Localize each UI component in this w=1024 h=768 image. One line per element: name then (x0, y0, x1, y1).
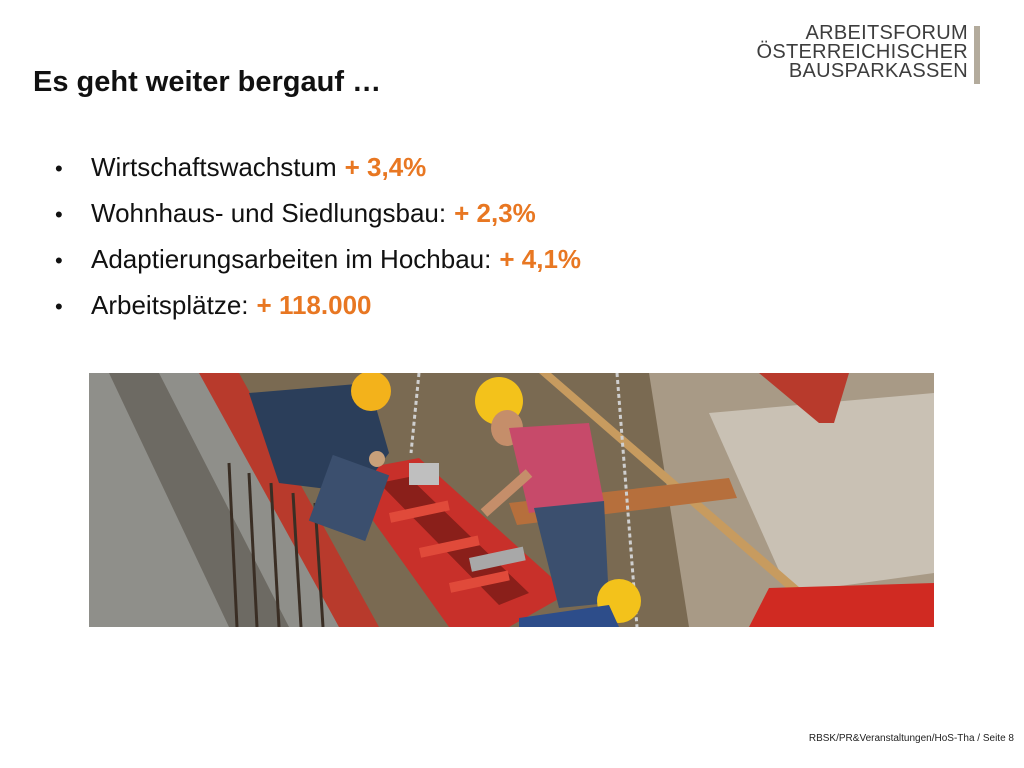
logo-line-2: ÖSTERREICHISCHER (756, 41, 968, 63)
slide-title: Es geht weiter bergauf … (33, 66, 382, 98)
logo-line-1: ARBEITSFORUM (805, 22, 968, 44)
bullet-label: Wohnhaus- und Siedlungsbau: (91, 198, 447, 228)
logo-bar (974, 26, 980, 84)
bullet-icon: • (55, 294, 63, 319)
bullet-value: + 2,3% (454, 198, 536, 228)
company-logo (728, 24, 980, 86)
bullet-list (55, 152, 581, 336)
bullet-value: + 118.000 (256, 290, 372, 320)
bullet-item (55, 152, 581, 198)
bullet-item (55, 244, 581, 290)
construction-photo (89, 373, 934, 627)
footer-page-info: RBSK/PR&Veranstaltungen/HoS-Tha / Seite 8 (808, 733, 1014, 744)
bullet-item (55, 290, 581, 336)
bullet-value: + 4,1% (499, 244, 582, 274)
bullet-icon: • (55, 248, 63, 273)
logo-line-3: BAUSPARKASSEN (788, 60, 968, 82)
bullet-value: + 3,4% (344, 152, 427, 182)
bullet-icon: • (55, 156, 63, 181)
bullet-icon: • (55, 202, 63, 227)
bullet-label: Adaptierungsarbeiten im Hochbau: (91, 244, 492, 274)
bullet-label: Arbeitsplätze: (91, 290, 249, 320)
bullet-item (55, 198, 581, 244)
construction-photo-illustration (89, 373, 934, 627)
bullet-label: Wirtschaftswachstum (91, 152, 337, 182)
